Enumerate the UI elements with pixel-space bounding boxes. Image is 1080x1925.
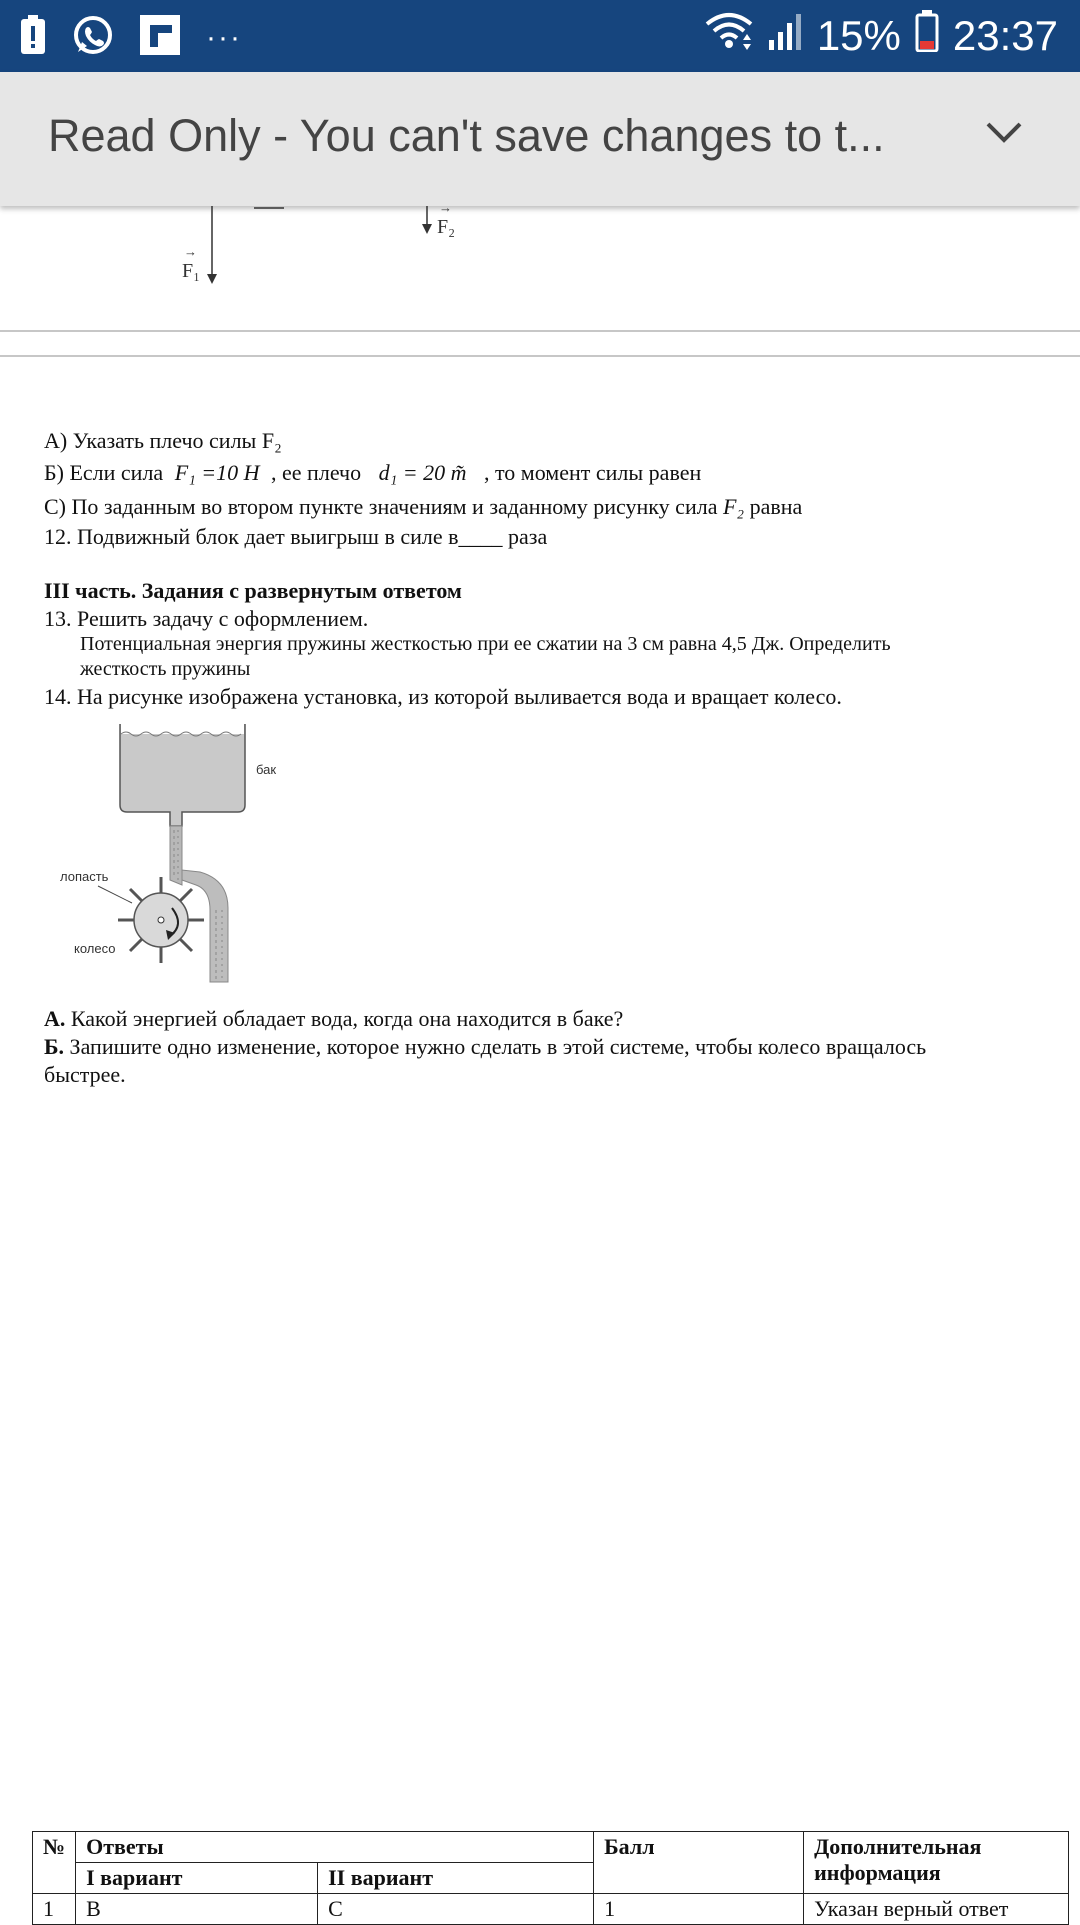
f2-label: F₂ [437,216,456,238]
signal-icon [769,12,803,60]
question-b-text-2: быстрее. [44,1062,126,1087]
task-12: 12. Подвижный блок дает выигрыш в силе в____ раза [44,524,548,549]
line-c-post: равна [749,494,803,519]
line-b-mid: , ее плечо [271,460,362,485]
task-line-a: А) Указать плечо силы F₂ [44,428,282,453]
f1-arrow-mark: → [184,244,197,259]
wifi-icon [703,10,755,62]
question-a-marker: А. [44,1006,66,1031]
col-variant2-header: II вариант [318,1863,594,1894]
task-line-b [44,460,701,486]
cell-info: Указан верный ответ [804,1894,1069,1925]
col-variant1-header: I вариант [76,1863,318,1894]
water-wheel-figure [50,720,310,990]
whatsapp-icon [72,14,114,61]
battery-icon [915,10,939,62]
line-b-pre: Б) Если сила [44,460,164,485]
f2-arrow-mark: → [439,200,452,215]
page-separator [0,330,1080,332]
cell-variant1: В [76,1894,318,1925]
task-13-text-2: жесткость пружины [80,658,251,680]
cell-num: 1 [33,1894,76,1925]
page-separator [0,355,1080,357]
blade-label: лопасть [60,869,109,884]
question-b [44,1034,926,1060]
question-a-text: Какой энергией обладает вода, когда она находится в баке? [65,1006,624,1031]
question-a [44,1006,623,1032]
battery-alert-icon [20,15,46,60]
task-13-text-1: Потенциальная энергия пружины жесткостью при ее сжатии на 3 см равна 4,5 Дж. Определить [80,633,891,655]
read-only-message: Read Only - You can't save changes to t... [48,110,885,161]
more-notifications: ··· [206,20,242,54]
cell-score: 1 [594,1894,804,1925]
read-only-banner[interactable] [0,72,1080,206]
col-score-header: Балл [594,1832,804,1894]
line-c-f2: F₂ [722,494,745,519]
question-b-marker: Б. [44,1034,65,1059]
task-line-c [44,494,802,520]
flipboard-icon [140,15,180,60]
line-b-post: , то момент силы равен [483,460,702,485]
clock: 23:37 [952,12,1058,59]
battery-percent: 15% [816,12,901,59]
f1-label: F₁ [182,260,201,282]
chevron-down-icon[interactable] [986,122,1022,149]
line-c-pre: С) По заданным во втором пункте значениям и заданному рисунку сила [44,494,718,519]
question-b-text-1: Запишите одно изменение, которое нужно сделать в этой системе, чтобы колесо вращалось [64,1034,927,1059]
line-b-d1: d₁ = 20 m̃ [378,460,467,485]
line-b-f1: F₁ =10 H [174,460,260,485]
part3-title: III часть. Задания с развернутым ответом [44,578,462,603]
task-14: 14. На рисунке изображена установка, из которой выливается вода и вращает колесо. [44,684,842,709]
col-num-header: № [33,1832,76,1894]
tank-label: бак [256,762,277,777]
cell-variant2: С [318,1894,594,1925]
wheel-label: колесо [74,941,116,956]
status-bar [0,0,1080,72]
task-13: 13. Решить задачу с оформлением. [44,606,369,631]
col-answers-header: Ответы [76,1832,594,1863]
force-diagram [0,206,1080,306]
col-info-header: Дополнительная информация [804,1832,1069,1894]
answers-table [32,1831,1069,1925]
